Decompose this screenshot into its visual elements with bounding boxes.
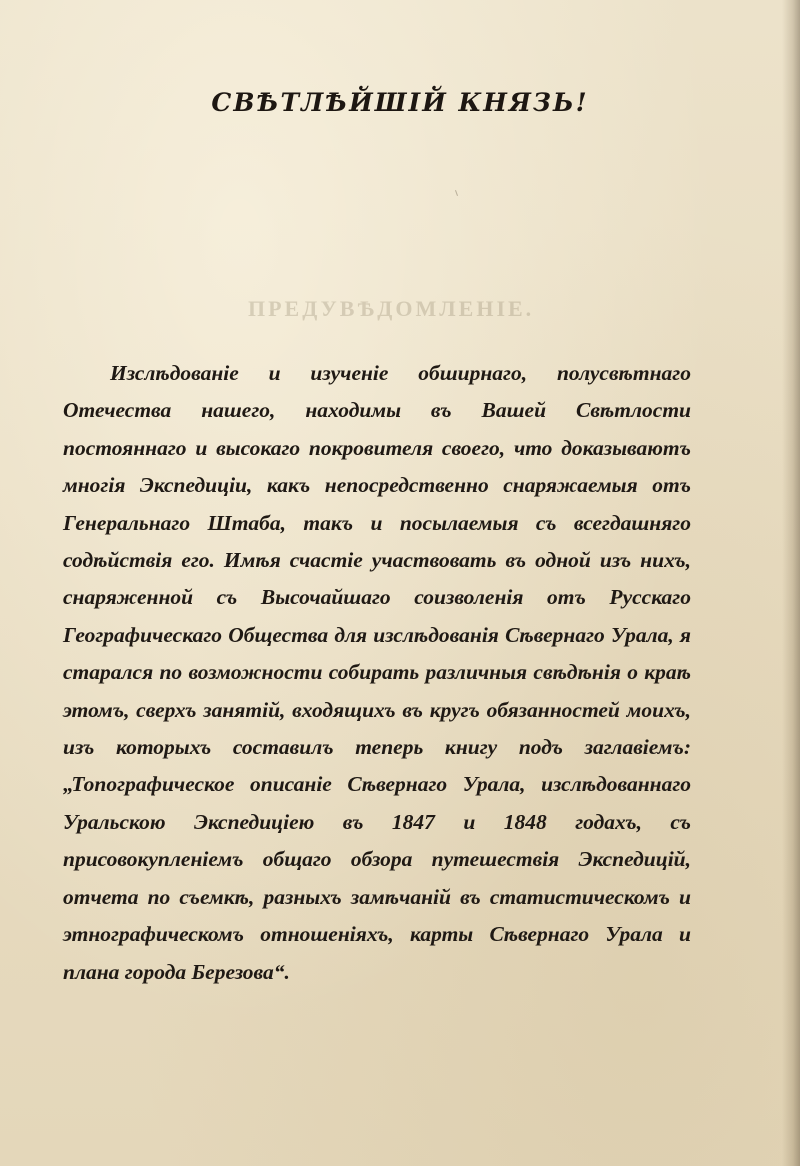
page-heading: СВѢТЛѢЙШІЙ КНЯЗЬ! xyxy=(211,88,589,117)
show-through-heading: ПРЕДУВѢДОМЛЕНІЕ. xyxy=(248,296,535,321)
page-edge-shadow xyxy=(782,0,800,1166)
dedication-paragraph: Изслѣдованіе и изученіе обширнаго, полусвѣтнаго Отечества нашего, находимы въ Вашей Свѣтлости постояннаго и высокаго покровителя своего, что доказываютъ многія Экспедиціи, какъ непосредственно снаряжаемыя отъ Генеральнаго Штаба, такъ и посылаемыя съ всегдашняго содѣйствія его. Имѣя счастіе участвовать въ одной изъ нихъ, снаряженной съ Высочайшаго соизволенія отъ Русскаго Географическаго Общества для изслѣдованія Сѣвернаго Урала, я старался по возможности собирать различныя свѣдѣнія о краѣ этомъ, сверхъ занятій, входящихъ въ кругъ обязанностей моихъ, изъ которыхъ составилъ теперь книгу подъ заглавіемъ: „Топографическое описаніе Сѣвернаго Урала, изслѣдованнаго Уральскою Экспедиціею въ 1847 и 1848 годахъ, съ присовокупленіемъ общаго обзора путешествія Экспедицій, отчета по съемкѣ, разныхъ замѣчаній въ статистическомъ и этнографическомъ отношеніяхъ, карты Сѣвернаго Урала и плана города Березова“. xyxy=(63,361,691,984)
ink-mark xyxy=(455,190,458,196)
